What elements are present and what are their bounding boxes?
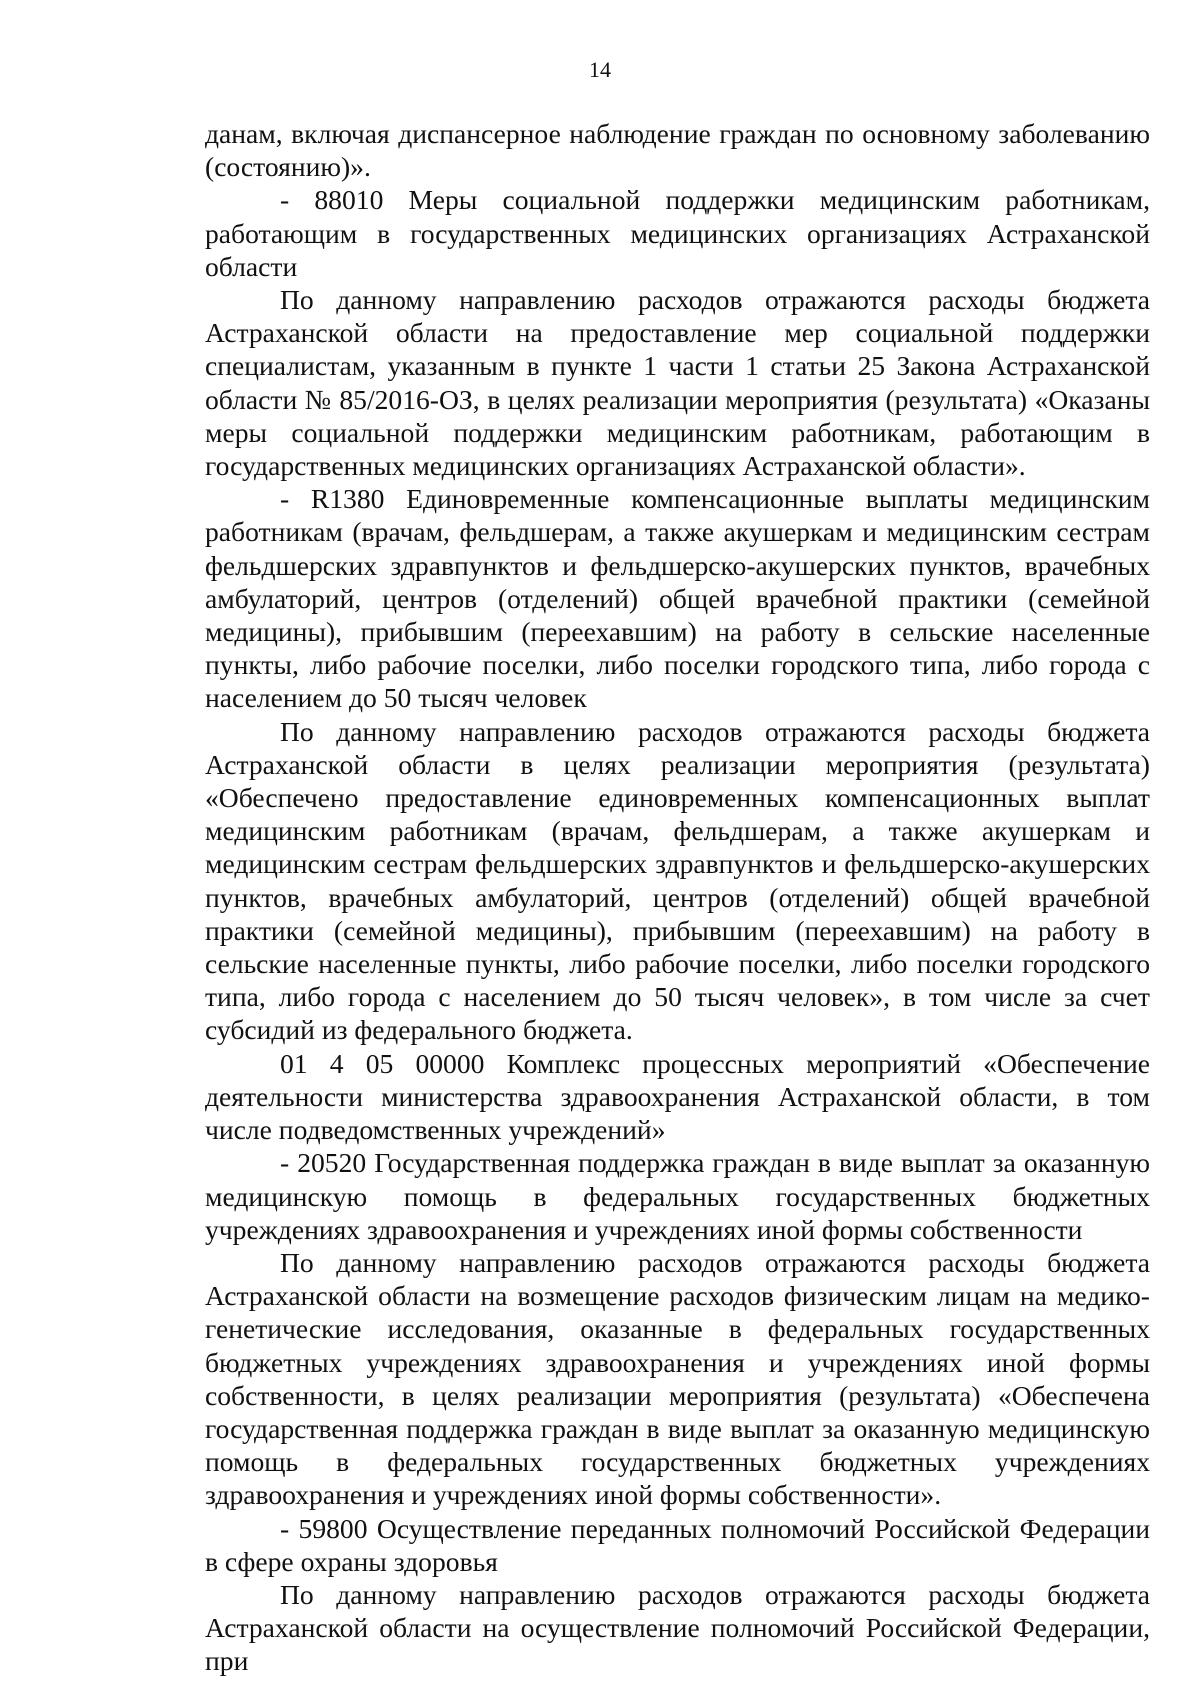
paragraph-item-88010: - 88010 Меры социальной поддержки медицинским работникам, работающим в государственных медицинских организациях Астраханской области <box>205 184 1150 282</box>
paragraph-description: По данному направлению расходов отражаются расходы бюджета Астраханской области в целях реализации мероприятия (результата) «Обеспечено предоставление единовременных компенсационных выплат медицинским работникам (врачам, фельдшерам, а также акушеркам и медицинским сестрам фельдшерских здравпунктов и фельдшерско-акушерских пунктов, врачебных амбулаторий, центров (отделений) общей врачебной практики (семейной медицины), прибывшим (переехавшим) на работу в сельские населенные пункты, либо рабочие поселки, либо поселки городского типа, либо города с населением до 50 тысяч человек», в том числе за счет субсидий из федерального бюджета. <box>205 715 1150 1046</box>
page-number: 14 <box>589 57 611 82</box>
document-body <box>205 117 1150 1678</box>
paragraph-item-59800: - 59800 Осуществление переданных полномочий Российской Федерации в сфере охраны здоровья <box>205 1512 1150 1577</box>
paragraph-item-r1380: - R1380 Единовременные компенсационные выплаты медицинским работникам (врачам, фельдшерам, а также акушеркам и медицинским сестрам фельдшерских здравпунктов и фельдшерско-акушерских пунктов, врачебных амбулаторий, центров (отделений) общей врачебной практики (семейной медицины), прибывшим (переехавшим) на работу в сельские населенные пункты, либо рабочие поселки, либо поселки городского типа, либо города с населением до 50 тысяч человек <box>205 483 1150 714</box>
paragraph-complex-01-4-05: 01 4 05 00000 Комплекс процессных мероприятий «Обеспечение деятельности министерства здравоохранения Астраханской области, в том числе подведомственных учреждений» <box>205 1047 1150 1146</box>
paragraph-item-20520: - 20520 Государственная поддержка граждан в виде выплат за оказанную медицинскую помощь в федеральных государственных бюджетных учреждениях здравоохранения и учреждениях иной формы собственности <box>205 1147 1150 1245</box>
paragraph-description: По данному направлению расходов отражаются расходы бюджета Астраханской области на осуществление полномочий Российской Федерации, при <box>205 1578 1150 1677</box>
paragraph-continuation: данам, включая диспансерное наблюдение граждан по основному заболеванию (состоянию)». <box>205 118 1150 183</box>
paragraph-description: По данному направлению расходов отражаются расходы бюджета Астраханской области на предоставление мер социальной поддержки специалистам, указанным в пункте 1 части 1 статьи 25 Закона Астраханской области № 85/2016-ОЗ, в целях реализации мероприятия (результата) «Оказаны меры социальной поддержки медицинским работникам, работающим в государственных медицинских организациях Астраханской области». <box>205 284 1150 482</box>
paragraph-description: По данному направлению расходов отражаются расходы бюджета Астраханской области на возмещение расходов физическим лицам на медико-генетические исследования, оказанные в федеральных государственных бюджетных учреждениях здравоохранения и учреждениях иной формы собственности, в целях реализации мероприятия (результата) «Обеспечена государственная поддержка граждан в виде выплат за оказанную медицинскую помощь в федеральных государственных бюджетных учреждениях здравоохранения и учреждениях иной формы собственности». <box>205 1246 1150 1511</box>
